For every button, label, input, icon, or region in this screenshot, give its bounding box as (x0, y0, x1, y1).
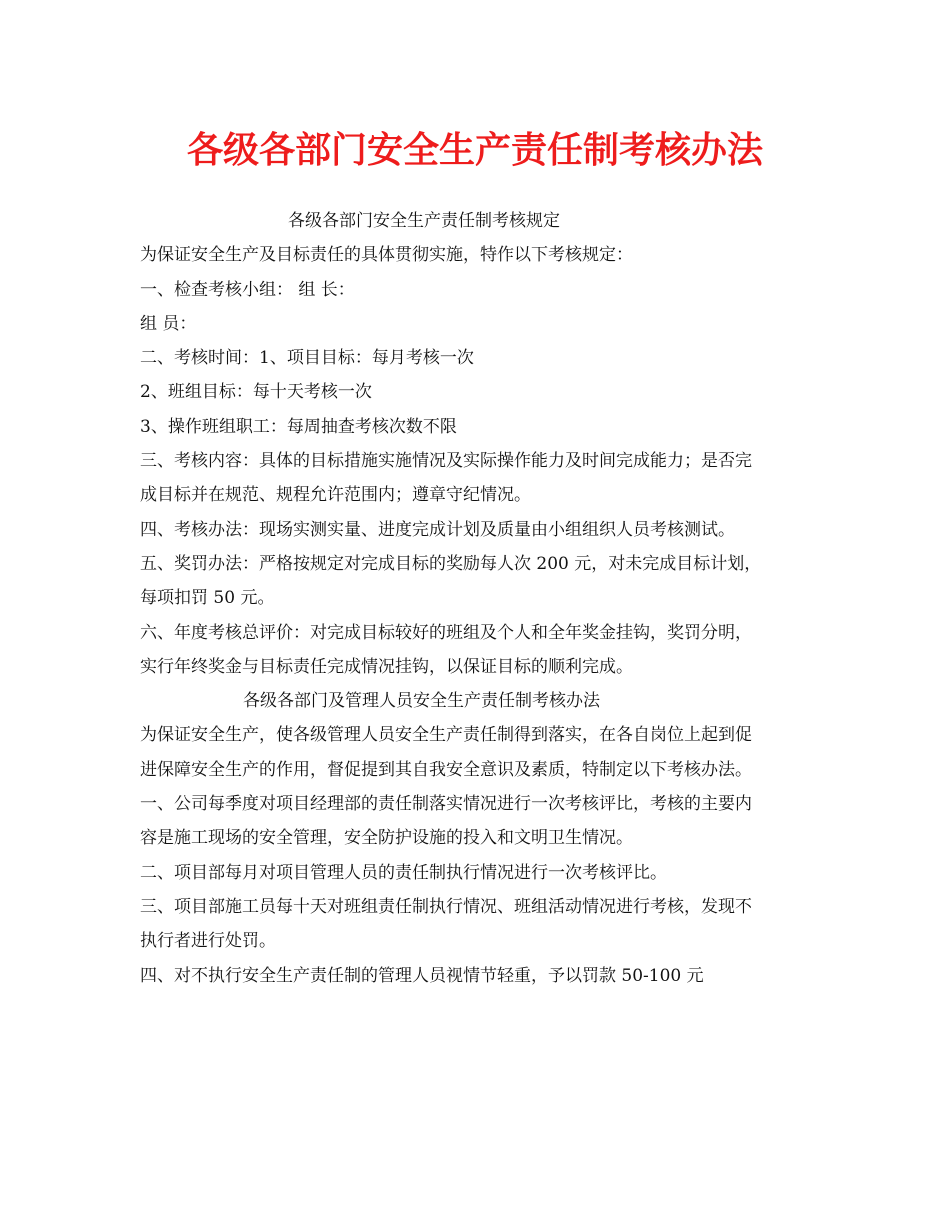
paragraph-line: 容是施工现场的安全管理，安全防护设施的投入和文明卫生情况。 (140, 828, 633, 849)
paragraph-line: 进保障安全生产的作用，督促提到其自我安全意识及素质，特制定以下考核办法。 (140, 759, 752, 780)
section-heading-methods: 各级各部门及管理人员安全生产责任制考核办法 (243, 691, 600, 712)
paragraph-line: 二、考核时间：1、项目目标：每月考核一次 (140, 348, 474, 369)
paragraph-line: 为保证安全生产及目标责任的具体贯彻实施，特作以下考核规定： (140, 245, 633, 266)
document-title: 各级各部门安全生产责任制考核办法 (186, 129, 763, 171)
paragraph-line: 三、考核内容：具体的目标措施实施情况及实际操作能力及时间完成能力；是否完 (140, 451, 752, 472)
paragraph-line: 2、班组目标：每十天考核一次 (140, 382, 372, 403)
paragraph-line: 成目标并在规范、规程允许范围内；遵章守纪情况。 (140, 485, 531, 506)
paragraph-line: 四、对不执行安全生产责任制的管理人员视情节轻重，予以罚款 50-100 元 (140, 965, 704, 986)
paragraph-line: 二、项目部每月对项目管理人员的责任制执行情况进行一次考核评比。 (140, 862, 667, 883)
section-heading-regulations: 各级各部门安全生产责任制考核规定 (288, 211, 560, 231)
paragraph-line: 组 员： (140, 313, 197, 334)
paragraph-line: 一、公司每季度对项目经理部的责任制落实情况进行一次考核评比，考核的主要内 (140, 794, 752, 815)
paragraph-line: 每项扣罚 50 元。 (140, 588, 275, 609)
document-body (140, 204, 820, 993)
paragraph-line: 四、考核办法：现场实测实量、进度完成计划及质量由小组组织人员考核测试。 (140, 519, 735, 540)
paragraph-line: 三、项目部施工员每十天对班组责任制执行情况、班组活动情况进行考核，发现不 (140, 896, 752, 917)
paragraph-line: 六、年度考核总评价：对完成目标较好的班组及个人和全年奖金挂钩，奖罚分明， (140, 622, 752, 643)
paragraph-line: 实行年终奖金与目标责任完成情况挂钩，以保证目标的顺利完成。 (140, 656, 633, 677)
paragraph-line: 执行者进行处罚。 (140, 931, 276, 952)
paragraph-line: 为保证安全生产，使各级管理人员安全生产责任制得到落实，在各自岗位上起到促 (140, 725, 752, 746)
paragraph-line: 五、奖罚办法：严格按规定对完成目标的奖励每人次 200 元，对未完成目标计划， (140, 553, 762, 574)
paragraph-line: 3、操作班组职工：每周抽查考核次数不限 (140, 416, 457, 437)
paragraph-line: 一、检查考核小组： 组 长： (140, 279, 355, 300)
